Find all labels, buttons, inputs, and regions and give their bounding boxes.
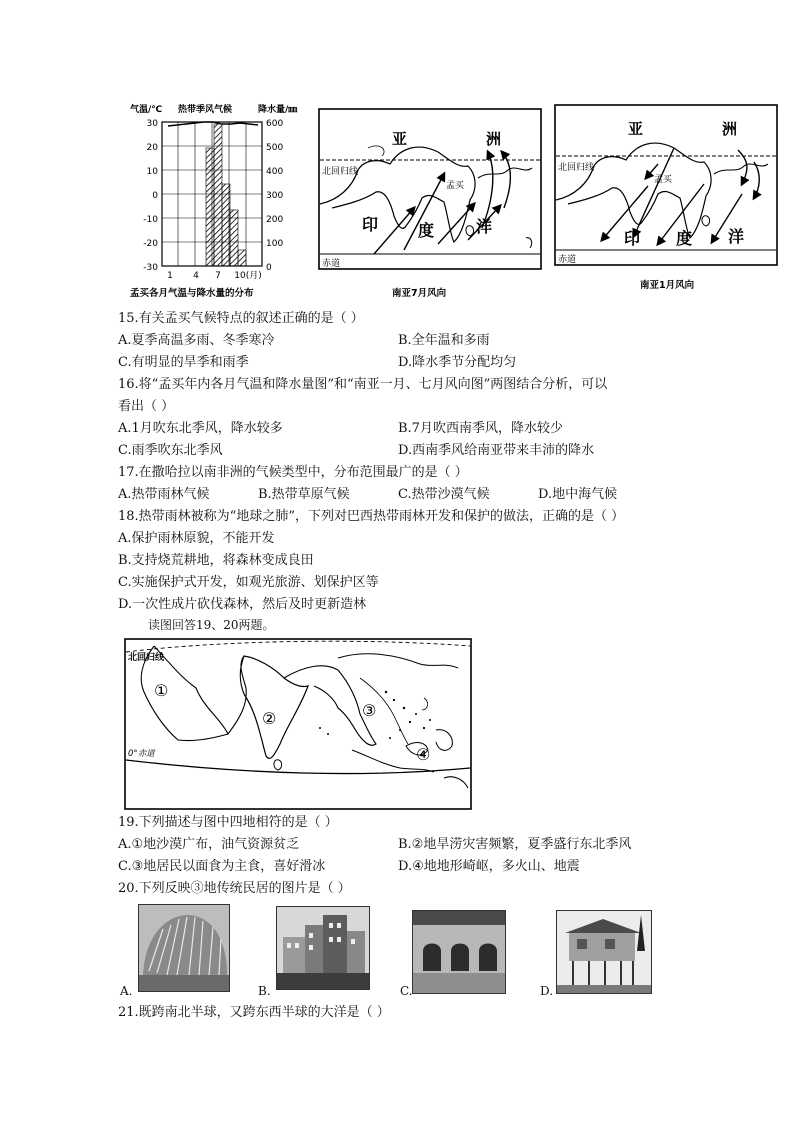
q18-option-d: D.一次性成片砍伐森林，然后及时更新造林 <box>118 597 367 612</box>
svg-text:北回归线: 北回归线 <box>322 167 359 177</box>
chart-title: 热带季风气候 <box>178 105 233 115</box>
q16-option-a: A.1月吹东北季风，降水较多 <box>118 421 283 436</box>
q18-stem: 18.热带雨林被称为“地球之肺”，下列对巴西热带雨林开发和保护的做法，正确的是（ ） <box>118 509 625 524</box>
marker-4: ④ <box>416 745 431 764</box>
instruction: 读图回答19、20两题。 <box>148 618 275 632</box>
precip-tick: 500 <box>266 143 284 153</box>
q18-option-b: B.支持烧荒耕地，将森林变成良田 <box>118 553 314 568</box>
precip-tick: 100 <box>266 239 284 249</box>
july-map-caption: 南亚7月风向 <box>392 288 447 299</box>
svg-text:亚: 亚 <box>392 130 408 148</box>
photo-stilt-house <box>556 910 652 994</box>
svg-text:孟买: 孟买 <box>446 181 465 191</box>
q19-option-d: D.④地地形崎岖，多火山、地震 <box>398 859 580 874</box>
temp-axis-label: 气温/℃ <box>130 105 163 115</box>
q17-option-b: B.热带草原气候 <box>258 487 350 502</box>
svg-text:洋: 洋 <box>476 217 493 236</box>
svg-text:度: 度 <box>418 221 435 240</box>
q17-option-a: A.热带雨林气候 <box>118 487 210 502</box>
q16-stem-cont: 看出（ ） <box>118 399 175 414</box>
q19-option-c: C.③地居民以面食为主食，喜好滑冰 <box>118 859 326 874</box>
q16-option-c: C.雨季吹东北季风 <box>118 443 223 458</box>
photo-c-label: C. <box>400 984 413 998</box>
month-tick: 1 <box>167 271 173 281</box>
svg-text:北回归线: 北回归线 <box>128 653 165 663</box>
q16-stem: 16.将“孟买年内各月气温和降水量图”和“南亚一月、七月风向图”两图结合分析，可以 <box>118 377 608 392</box>
marker-1: ① <box>154 681 169 700</box>
svg-text:印: 印 <box>362 215 379 234</box>
temp-tick: 10 <box>146 167 158 177</box>
q19-option-a: A.①地沙漠广布，油气资源贫乏 <box>118 837 300 852</box>
q17-option-c: C.热带沙漠气候 <box>398 487 490 502</box>
photo-d-label: D. <box>540 984 554 998</box>
q15-option-c: C.有明显的旱季和雨季 <box>118 355 249 370</box>
q15-option-b: B.全年温和多雨 <box>398 333 490 348</box>
photo-a-label: A. <box>120 984 133 998</box>
temp-tick: -20 <box>143 239 158 249</box>
svg-text:印: 印 <box>624 229 641 248</box>
temp-tick: 0 <box>152 191 158 201</box>
q17-option-d: D.地中海气候 <box>538 487 618 502</box>
precip-tick: 300 <box>266 191 284 201</box>
south-asia-january-map <box>554 104 784 296</box>
precip-axis-label: 降水量/㎜ <box>258 105 298 115</box>
photo-thatched-hut <box>138 904 230 992</box>
precip-tick: 600 <box>266 119 284 129</box>
precip-tick: 200 <box>266 215 284 225</box>
photo-b-label: B. <box>258 984 271 998</box>
marker-3: ③ <box>362 701 377 720</box>
q15-option-a: A.夏季高温多雨、冬季寒冷 <box>118 333 275 348</box>
climate-chart <box>128 100 318 300</box>
month-tick: 10(月) <box>234 271 262 281</box>
q16-option-d: D.西南季风给南亚带来丰沛的降水 <box>398 443 595 458</box>
month-tick: 4 <box>193 271 199 281</box>
chart-caption: 孟买各月气温与降水量的分布 <box>130 288 254 299</box>
temp-tick: 20 <box>146 143 158 153</box>
svg-text:洋: 洋 <box>728 227 745 246</box>
q19-stem: 19.下列描述与图中四地相符的是（ ） <box>118 815 338 830</box>
svg-text:0°赤道: 0°赤道 <box>128 749 155 759</box>
temp-tick: -10 <box>143 215 158 225</box>
svg-text:北回归线: 北回归线 <box>558 163 595 173</box>
q20-stem: 20.下列反映③地传统民居的图片是（ ） <box>118 881 351 896</box>
q17-stem: 17.在撒哈拉以南非洲的气候类型中，分布范围最广的是（ ） <box>118 465 468 480</box>
south-asia-july-map <box>318 108 542 303</box>
svg-text:洲: 洲 <box>486 130 502 148</box>
southeast-asia-map <box>124 638 472 810</box>
temp-tick: 30 <box>146 119 158 129</box>
marker-2: ② <box>262 709 277 728</box>
svg-text:赤道: 赤道 <box>322 259 341 269</box>
jan-map-caption: 南亚1月风向 <box>640 280 695 291</box>
q16-option-b: B.7月吹西南季风，降水较少 <box>398 421 563 436</box>
q18-option-a: A.保护雨林原貌，不能开发 <box>118 531 275 546</box>
photo-cave-dwelling <box>412 910 506 994</box>
q21-stem: 21.既跨南北半球，又跨东西半球的大洋是（ ） <box>118 1005 390 1020</box>
svg-text:孟买: 孟买 <box>654 175 673 185</box>
q18-option-c: C.实施保护式开发，如观光旅游、划保护区等 <box>118 575 379 590</box>
svg-text:亚: 亚 <box>628 120 644 138</box>
month-tick: 7 <box>215 271 221 281</box>
photo-tower-houses <box>276 906 370 990</box>
q19-option-b: B.②地旱涝灾害频繁，夏季盛行东北季风 <box>398 837 632 852</box>
precip-tick: 400 <box>266 167 284 177</box>
svg-text:赤道: 赤道 <box>558 255 577 265</box>
temp-tick: -30 <box>143 263 158 273</box>
q15-option-d: D.降水季节分配均匀 <box>398 355 517 370</box>
svg-text:洲: 洲 <box>722 120 738 138</box>
q15-stem: 15.有关孟买气候特点的叙述正确的是（ ） <box>118 311 364 326</box>
svg-text:度: 度 <box>676 229 693 248</box>
precip-tick: 0 <box>266 263 272 273</box>
